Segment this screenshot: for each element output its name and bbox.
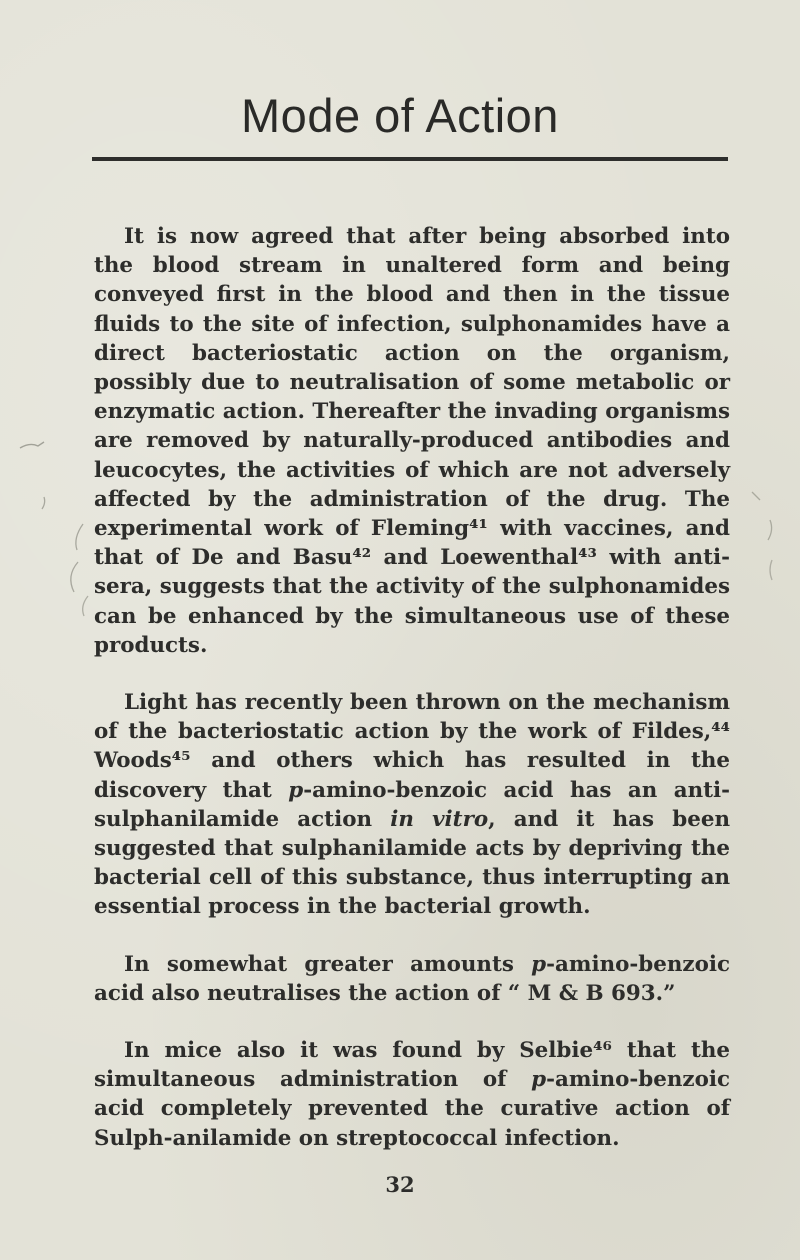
body-text <box>94 222 730 1153</box>
title-rule <box>92 157 728 161</box>
paragraph-2-part-1: Light has recently been thrown on the mechanism of the bacteriostatic action by the work of Fildes,⁴⁴ Woods⁴⁵ and others which has resulted in the discovery that <box>94 690 730 803</box>
page-number: 32 <box>385 1172 415 1197</box>
paragraph-4-para-prefix: p <box>531 1067 547 1093</box>
paragraph-4-part-2: -amino-benzoic acid completely prevented the curative action of Sulph-anilamide on streptococcal infection. <box>94 1067 730 1151</box>
paragraph-3-part-1: In somewhat greater amounts <box>124 951 532 977</box>
paragraph-2-in-vitro: in vitro <box>390 806 489 832</box>
paragraph-4-part-1: In mice also it was found by Selbie⁴⁶ that the simultaneous administration of <box>94 1038 730 1093</box>
paragraph-3-part-2: -amino-benzoic acid also neutralises the action of “ M & B 693.” <box>94 951 730 1006</box>
page-title: Mode of Action <box>241 89 559 142</box>
paragraph-2 <box>94 688 730 922</box>
paragraph-2-part-2: -amino-benzoic acid has an anti-sulphanilamide action <box>94 777 730 832</box>
paragraph-2-part-3: , and it has been suggested that sulphanilamide acts by depriving the bacterial cell of this substance, thus interrupting an essential process in the bacterial growth. <box>94 806 730 920</box>
paragraph-3-para-prefix: p <box>531 951 547 977</box>
paragraph-3 <box>94 950 730 1008</box>
paragraph-1-text: It is now agreed that after being absorbed into the blood stream in unaltered form and being conveyed first in the blood and then in the tissue fluids to the site of infection, sulphonamides have a direct bacteriostatic action on the organism, possibly due to neutralisation of some metabolic or enzymatic action. Thereafter the invading organisms are removed by naturally-produced antibodies and leucocytes, the activities of which are not adversely affected by the administration of the drug. The experimental work of Fleming⁴¹ with vaccines, and that of De and Basu⁴² and Loewenthal⁴³ with anti-sera, suggests that the activity of the sulphonamides can be enhanced by the simultaneous use of these products. <box>94 224 730 658</box>
paragraph-2-para-prefix: p <box>288 777 304 803</box>
paragraph-1 <box>94 222 730 660</box>
paragraph-4 <box>94 1036 730 1153</box>
